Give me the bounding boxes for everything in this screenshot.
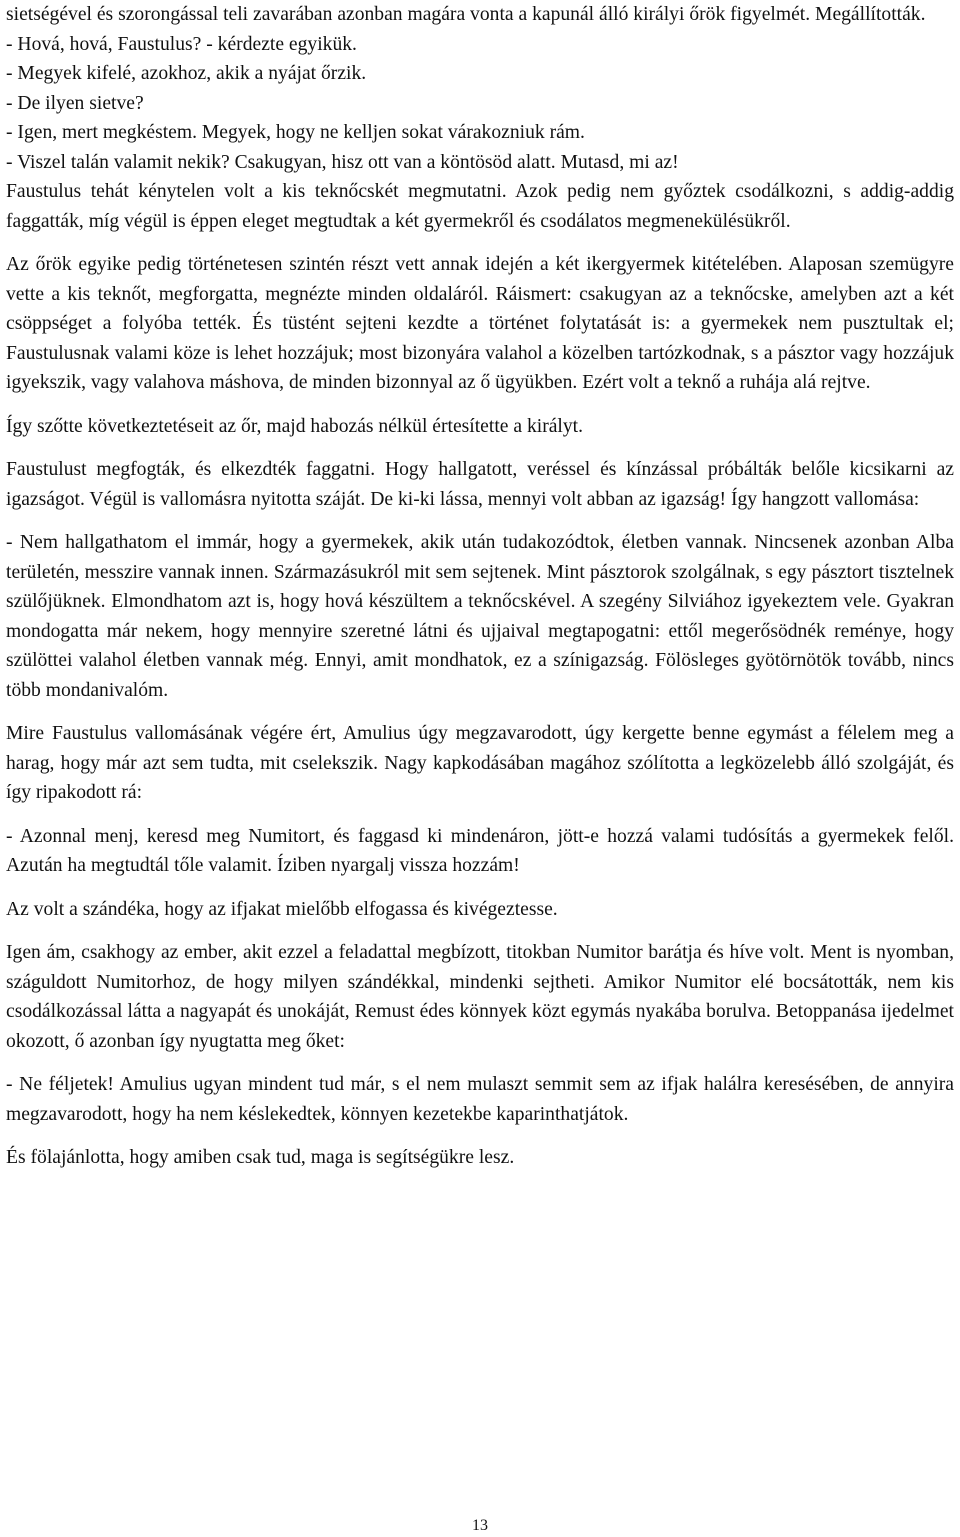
paragraph: Így szőtte következtetéseit az őr, majd habozás nélkül értesítette a királyt. [6,415,584,437]
paragraph-opening: sietségével és szorongással teli zavarában azonban magára vonta a kapunál álló királyi őrök figyelmét. Megállították. [6,4,926,25]
dialogue-line: - Igen, mert megkéstem. Megyek, hogy ne kelljen sokat várakozniuk rám. [6,122,585,143]
dialogue-line: - De ilyen sietve? [6,92,144,114]
paragraph: Faustulus tehát kénytelen volt a kis teknőcskét megmutatni. Azok pedig nem győztek csodálkozni, s addig-addig faggatták, míg végül is éppen eleget megtudtak a két gyermekről és csodálatos megmenekülésükről. [6,181,954,232]
page-number: 13 [472,1517,488,1534]
paragraph: Mire Faustulus vallomásának végére ért, Amulius úgy megzavarodott, úgy kergette benne egymást a félelem meg a harag, hogy már azt sem tudta, mit cselekszik. Nagy kapkodásában magához szólította a legközelebb álló szolgáját, és így ripakodott rá: [6,723,954,803]
paragraph: Igen ám, csakhogy az ember, akit ezzel a feladattal megbízott, titokban Numitor barátja és híve volt. Ment is nyomban, száguldott Numitorhoz, de hogy milyen szándékkal, mindenki sejtheti. Amikor Numitor elé bocsátották, nem kis csodálkozással látta a nagyapát és unokáját, Remust édes könnyek közt egymás nyakába borulva. Betoppanása ijedelmet okozott, ő azonban így nyugtatta meg őket: [6,942,954,1052]
paragraph: - Ne féljetek! Amulius ugyan mindent tud már, s el nem mulaszt semmit sem az ifjak halálra keresésében, de annyira megzavarodott, hogy ha nem késlekedtek, könnyen kezetekbe kaparinthatjátok. [6,1074,954,1125]
paragraph: Faustulust megfogták, és elkezdték faggatni. Hogy hallgatott, veréssel és kínzással próbálták belőle kicsikarni az igazságot. Végül is vallomásra nyitotta száját. De ki-ki lássa, mennyi volt abban az igazság! Így hangzott vallomása: [6,459,954,510]
dialogue-line: - Megyek kifelé, azokhoz, akik a nyájat őrzik. [6,63,367,84]
paragraph: Az volt a szándéka, hogy az ifjakat mielőbb elfogassa és kivégeztesse. [6,898,558,920]
paragraph: És fölajánlotta, hogy amiben csak tud, maga is segítségükre lesz. [6,1147,515,1168]
text-body [6,0,954,1187]
dialogue-line: - Viszel talán valamit nekik? Csakugyan, hisz ott van a köntösöd alatt. Mutasd, mi az! [6,151,679,173]
paragraph: - Nem hallgathatom el immár, hogy a gyermekek, akik után tudakozódtok, életben vannak. Nincsenek azonban Alba területén, messzire vannak innen. Származásukról mit sem sejtenek. Mint pásztorok szolgálnak, s egy pásztort tisztelnek szülőjüknek. Elmondhatom azt is, hogy hová készültem a teknőcskével. A szegény Silviához igyekeztem vele. Gyakran mondogatta már nekem, hogy mennyire szeretné látni és ujjaival megtapogatni: ettől megerősödnék reménye, hogy szülöttei valahol életben vannak még. Ennyi, amit mondhatok, ez a színigazság. Fölösleges gyötörnötök tovább, nincs több mondanivalóm. [6,532,954,701]
paragraph: Az őrök egyike pedig történetesen szintén részt vett annak idején a két ikergyermek kitételében. Alaposan szemügyre vette a kis teknőt, megforgatta, megnézte minden oldaláról. Ráismert: csakugyan az a teknőcske, amelyben azt a két csöppséget a folyóba tették. És tüstént sejteni kezdte a történet folytatását is: a gyermekek nem pusztultak el; Faustulusnak valami köze is lehet hozzájuk; most bizonyára valahol a közelben tartózkodnak, s a pásztor vagy hozzájuk igyekszik, vagy valahova máshova, de minden bizonnyal az ő ügyükben. Ezért volt a teknő a ruhája alá rejtve. [6,254,954,393]
dialogue-line: - Hová, hová, Faustulus? - kérdezte egyikük. [6,33,357,55]
paragraph: - Azonnal menj, keresd meg Numitort, és faggasd ki mindenáron, jött-e hozzá valami tudósítás a gyermekek felől. Azután ha megtudtál tőle valamit. Íziben nyargalj vissza hozzám! [6,825,954,876]
